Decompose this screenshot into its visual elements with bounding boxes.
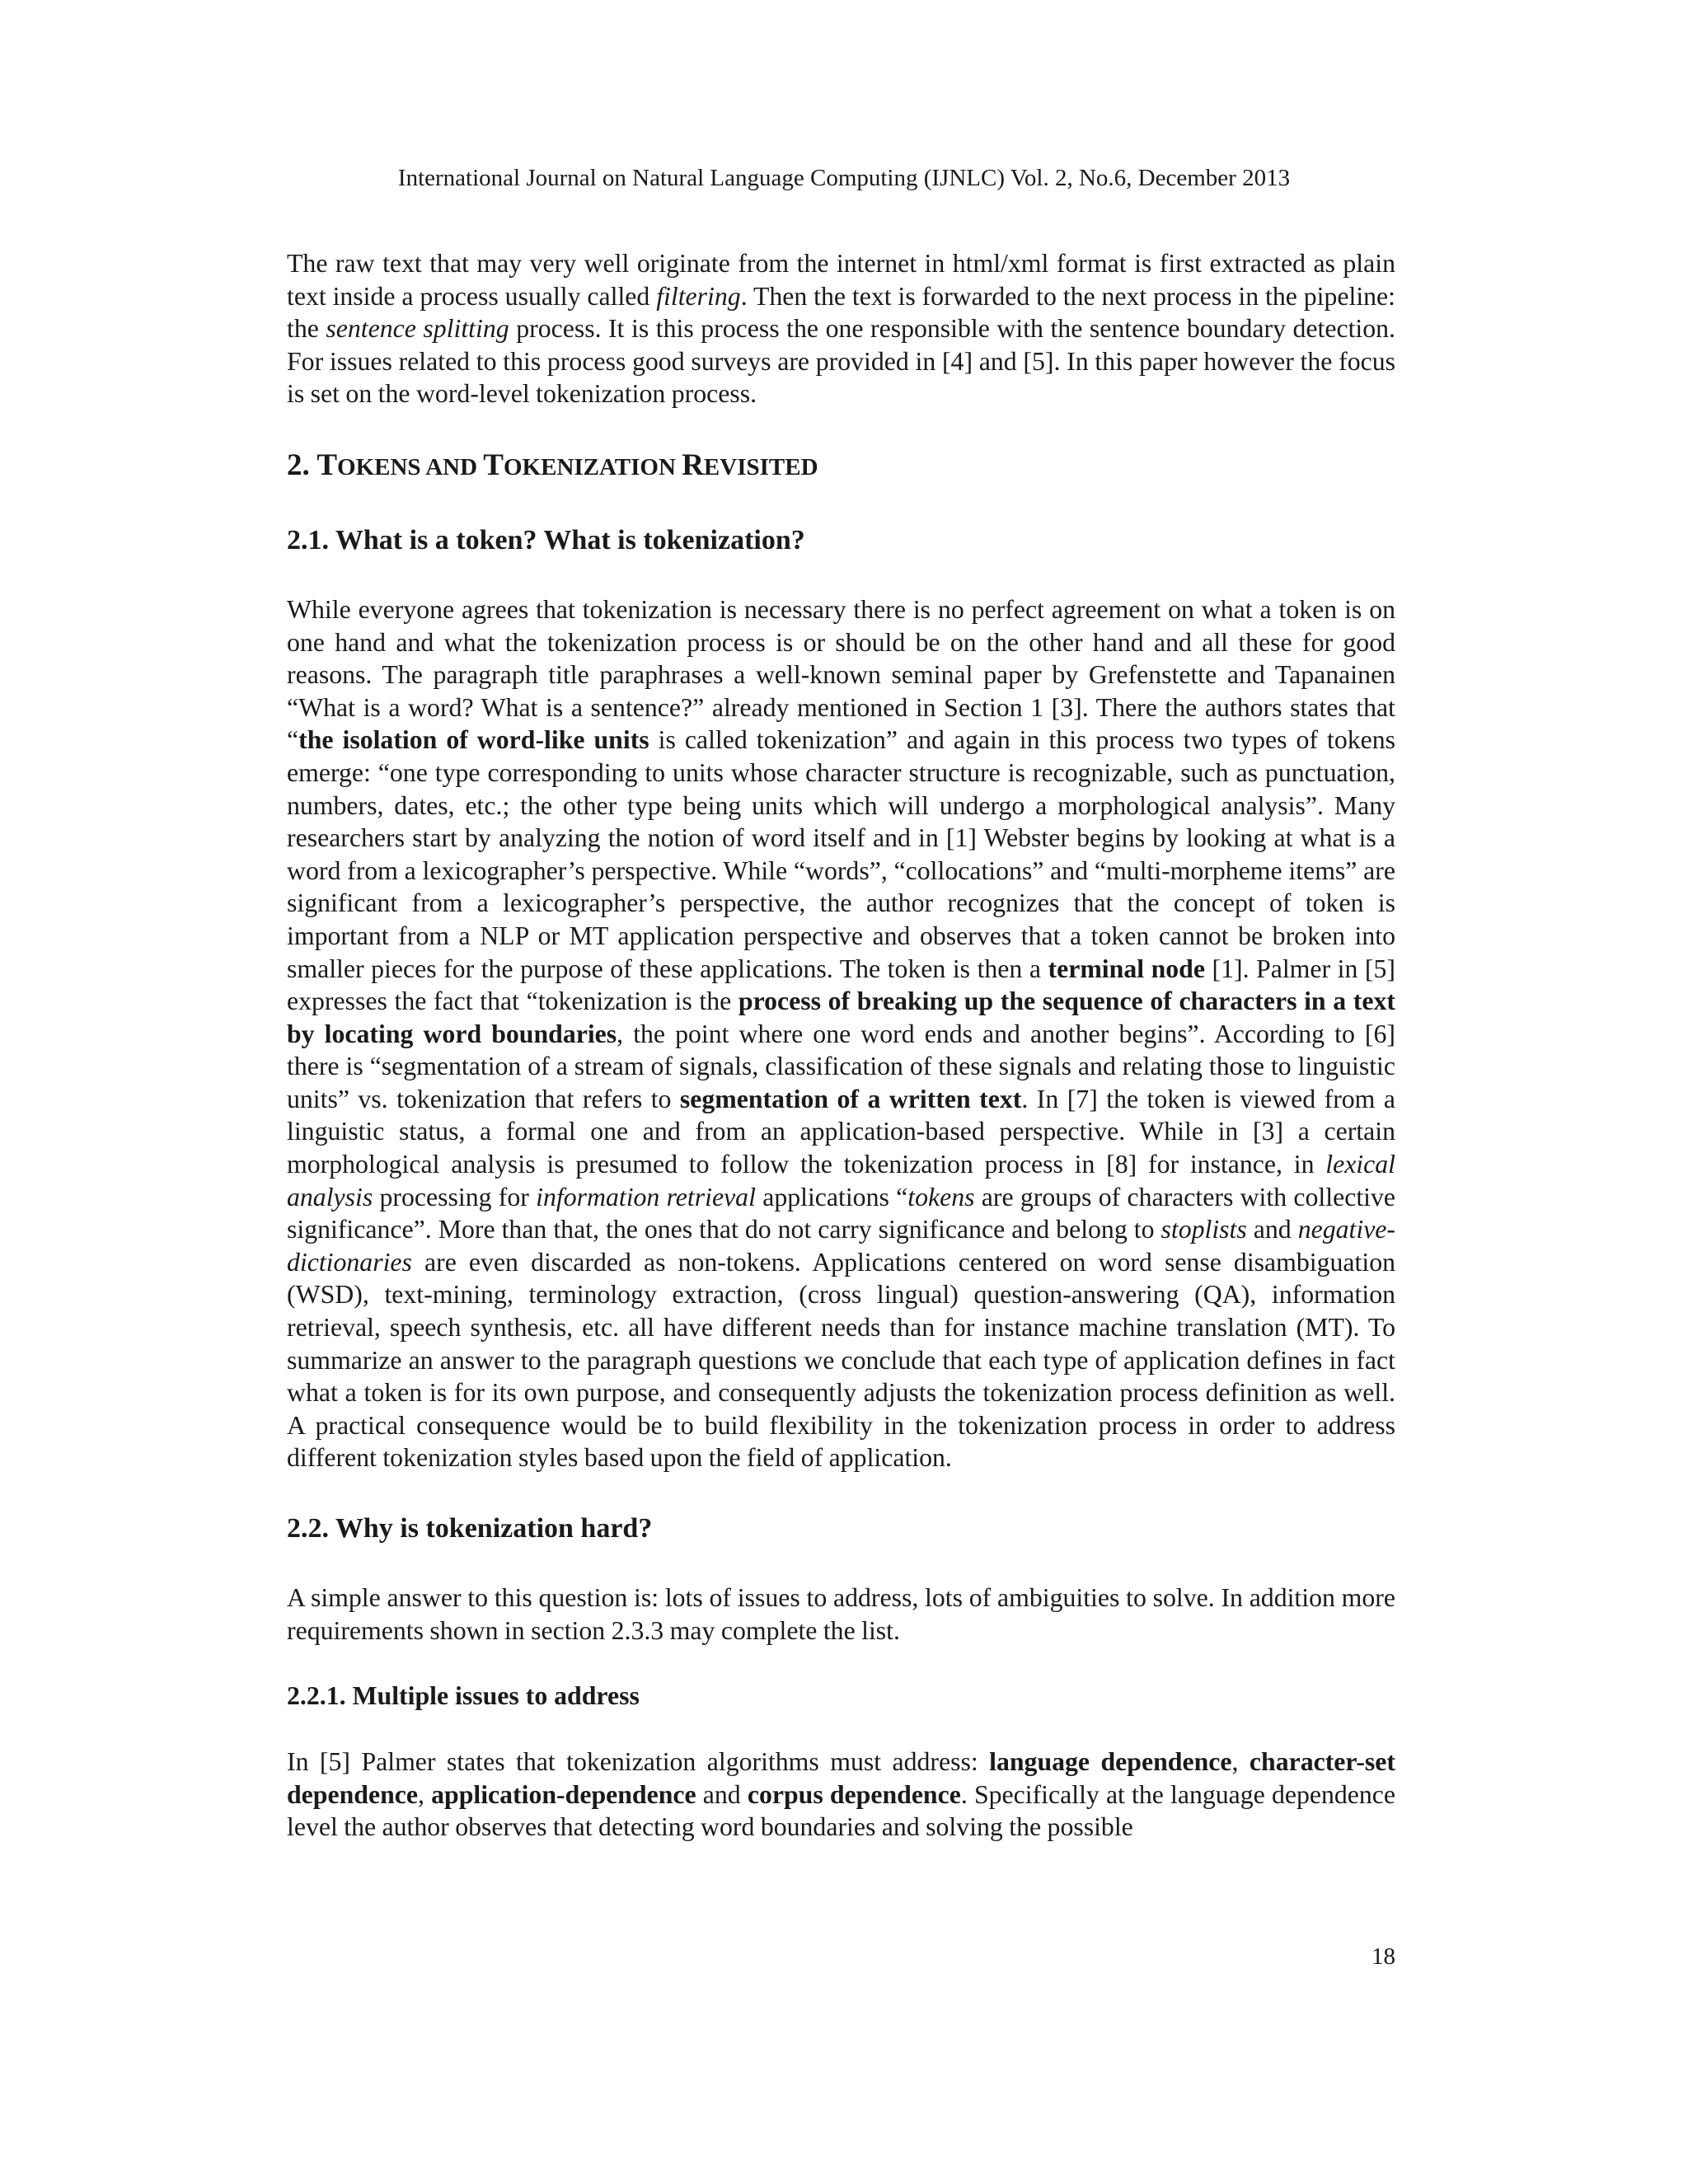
heading-smallcaps: OKENIZATION — [503, 453, 682, 480]
intro-text-1: The raw text that may very well originate from the internet in html/xml format is first extracted as plain text inside a process usually called — [287, 249, 1395, 311]
text-run: , — [1231, 1747, 1250, 1777]
text-run: processing for — [373, 1182, 537, 1212]
text-run: . Specifically at the language dependence level the author observes that detecting word boundaries and solving the possible — [287, 1779, 1395, 1842]
section-2-heading — [287, 447, 1395, 486]
term-sentence-splitting: sentence splitting — [326, 314, 509, 344]
italic-term: tokens — [907, 1182, 975, 1212]
text-run: and — [696, 1779, 748, 1809]
intro-text-3: process. It is this process the one responsible with the sentence boundary detection. For issues related to this process good surveys are provided in [4] and [5]. In this paper however the focus is set on the word-level tokenization process. — [287, 314, 1396, 409]
section-2-1-heading: 2.1. What is a token? What is tokenization? — [287, 524, 805, 555]
bold-term: character-set dependence — [287, 1747, 1396, 1809]
italic-term: negative-dictionaries — [287, 1215, 1396, 1277]
heading-cap: T — [316, 448, 338, 482]
section-2-1-paragraph — [287, 593, 1395, 1474]
text-run: are groups of characters with collective significance”. More than that, the ones that do not carry significance and belong to — [287, 1182, 1395, 1244]
bold-term: corpus dependence — [747, 1779, 961, 1809]
text-run: . In [7] the token is viewed from a linguistic status, a formal one and from an application-based perspective. While in [3] a certain morphological analysis is presumed to follow the tokenization process in [8] for instance, in — [287, 1084, 1395, 1179]
heading-smallcaps: EVISITED — [703, 453, 818, 480]
italic-term: information retrieval — [536, 1182, 756, 1212]
heading-cap: R — [682, 448, 704, 482]
running-header: International Journal on Natural Language Computing (IJNLC) Vol. 2, No.6, December 2013 — [397, 165, 1291, 191]
heading-cap: T — [483, 448, 504, 482]
italic-term: stoplists — [1160, 1215, 1247, 1244]
text-run: are even discarded as non-tokens. Applications centered on word sense disambiguation (WSD), text-mining, terminology extraction, (cross lingual) question-answering (QA), information retrieval, speech synthesis, etc. all have different needs than for instance machine translation (MT). To summarize an answer to the paragraph questions we conclude that each type of application defines in fact what a token is for its own purpose, and consequently adjusts the tokenization process definition as well. A practical consequence would be to build flexibility in the tokenization process in order to address different tokenization styles based upon the field of application. — [287, 1247, 1395, 1473]
text-run: and — [1246, 1215, 1298, 1244]
text-run: applications “ — [755, 1182, 908, 1212]
paper-body — [287, 247, 1395, 1844]
section-2-2-1-paragraph — [287, 1746, 1395, 1844]
text-run: [1]. Palmer in [5] expresses the fact that “tokenization is the — [287, 954, 1395, 1016]
text-run: , — [418, 1779, 432, 1809]
section-2-2-1-heading: 2.2.1. Multiple issues to address — [287, 1681, 640, 1711]
italic-term: lexical analysis — [287, 1150, 1395, 1212]
bold-term: segmentation of a written text — [679, 1084, 1022, 1113]
section-2-2-paragraph: A simple answer to this question is: lots of issues to address, lots of ambiguities to solve. In addition more requirements shown in section 2.3.3 may complete the list. — [287, 1583, 1395, 1645]
bold-term: the isolation of word-like units — [298, 725, 649, 755]
text-run: is called tokenization” and again in this process two types of tokens emerge: “one type corresponding to units whose character structure is recognizable, such as punctuation, numbers, dates, etc.; the other type being units which will undergo a morphological analysis”. Many researchers start by analyzing the notion of word itself and in [1] Webster begins by looking at what is a word from a lexicographer’s perspective. While “words”, “collocations” and “multi-morpheme items” are significant from a lexicographer’s perspective, the author recognizes that the concept of token is important from a NLP or MT application perspective and observes that a token cannot be broken into smaller pieces for the purpose of these applications. The token is then a — [287, 725, 1396, 983]
text-run: While everyone agrees that tokenization is necessary there is no perfect agreement on what a token is on one hand and what the tokenization process is or should be on the other hand and all these for good reasons. The paragraph title paraphrases a well-known seminal paper by Grefenstette and Tapanainen “What is a word? What is a sentence?” already mentioned in Section 1 [3]. There the authors states that “ — [287, 594, 1395, 755]
bold-term: process of breaking up the sequence of characters in a text by locating word boundaries — [287, 987, 1395, 1048]
intro-paragraph — [287, 247, 1395, 410]
bold-term: language dependence — [989, 1747, 1232, 1777]
section-number: 2. — [287, 448, 317, 482]
text-run: , the point where one word ends and another begins”. According to [6] there is “segmentation of a stream of signals, classification of these signals and relating those to linguistic units” vs. tokenization that refers to — [287, 1019, 1395, 1113]
page-number: 18 — [1372, 1943, 1395, 1970]
section-2-2-heading: 2.2. Why is tokenization hard? — [287, 1513, 653, 1544]
heading-smallcaps: OKENS AND — [337, 453, 484, 480]
term-filtering: filtering — [656, 281, 741, 311]
intro-text-2: . Then the text is forwarded to the next process in the pipeline: the — [287, 281, 1395, 344]
text-run: In [5] Palmer states that tokenization algorithms must address: — [287, 1747, 990, 1777]
bold-term: application-dependence — [431, 1779, 696, 1809]
bold-term: terminal node — [1048, 954, 1205, 983]
